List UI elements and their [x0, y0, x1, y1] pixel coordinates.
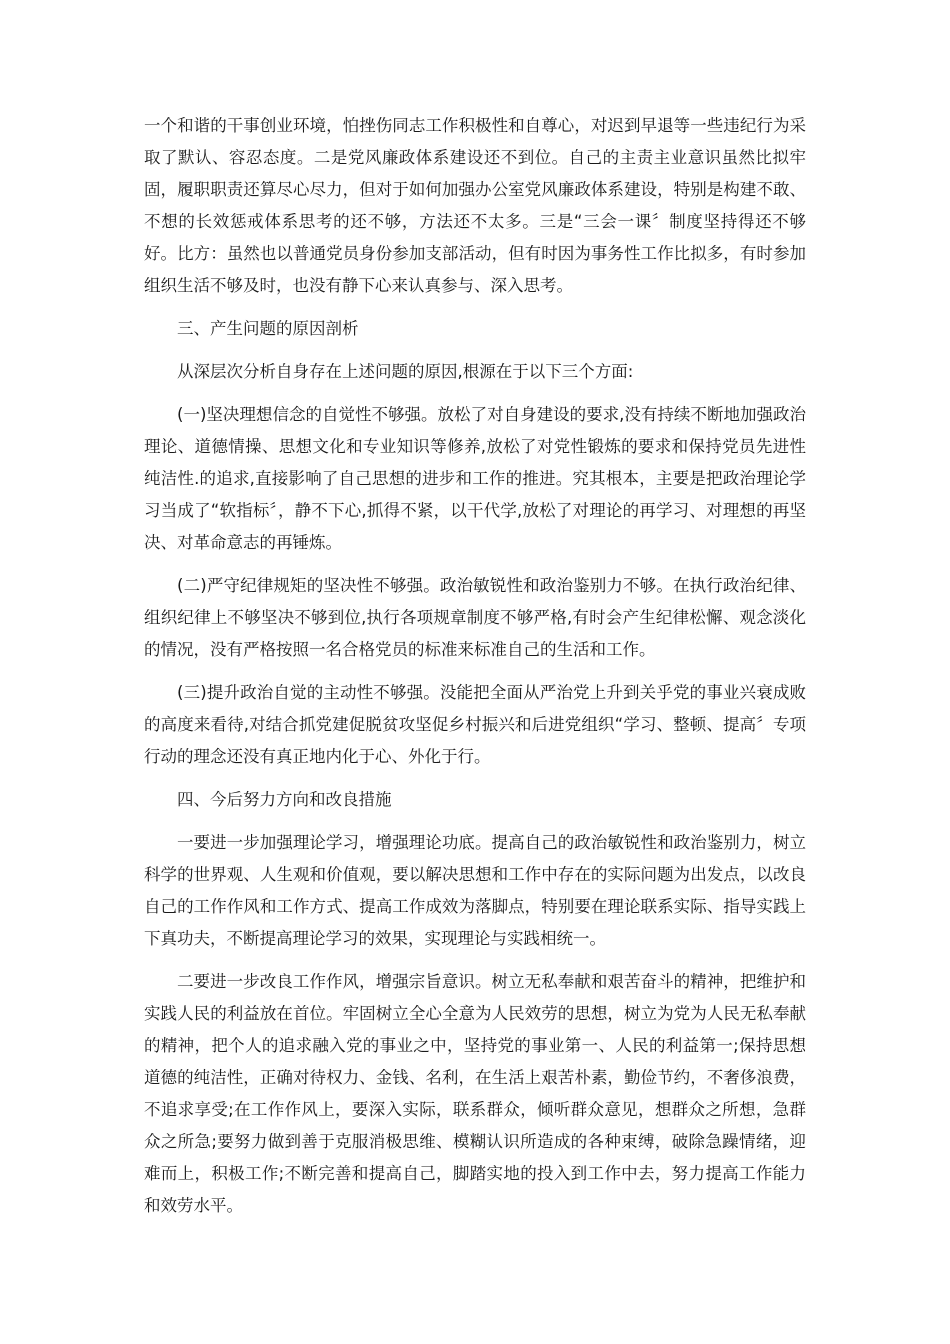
section-heading-measures: 四、今后努力方向和改良措施 — [177, 790, 392, 809]
paragraph-measure-1: 一要进一步加强理论学习，增强理论功底。提高自己的政治敏锐性和政治鉴别力，树立科学的世界观、人生观和价值观，要以解决思想和工作中存在的实际问题为出发点，以改良自己的工作作风和工作方式、提高工作成效为落脚点，特别要在理论联系实际、指导实践上下真功夫，不断提高理论学习的效果，实现理论与实践相统一。 — [144, 833, 806, 948]
document-body — [144, 110, 806, 1222]
paragraph-continued-issues: 一个和谐的干事创业环境，怕挫伤同志工作积极性和自尊心，对迟到早退等一些违纪行为采取了默认、容忍态度。二是党风廉政体系建设还不到位。自己的主责主业意识虽然比拟牢固，履职职责还算尽心尽力，但对于如何加强办公室党风廉政体系建设，特别是构建不敢、不想的长效惩戒体系思考的还不够，方法还不太多。三是“三会一课〞制度坚持得还不够好。比方：虽然也以普通党员身份参加支部活动，但有时因为事务性工作比拟多，有时参加组织生活不够及时，也没有静下心来认真参与、深入思考。 — [144, 116, 806, 295]
section-heading-causes: 三、产生问题的原因剖析 — [177, 319, 359, 338]
paragraph-cause-3: (三)提升政治自觉的主动性不够强。没能把全面从严治党上升到关乎党的事业兴衰成败的高度来看待,对结合抓党建促脱贫攻坚促乡村振兴和后进党组织“学习、整顿、提高〞专项行动的理念还没有真正地内化于心、外化于行。 — [144, 683, 806, 766]
paragraph-cause-2: (二)严守纪律规矩的坚决性不够强。政治敏锐性和政治鉴别力不够。在执行政治纪律、组织纪律上不够坚决不够到位,执行各项规章制度不够严格,有时会产生纪律松懈、观念淡化的情况，没有严格按照一名合格党员的标准来标准自己的生活和工作。 — [144, 576, 806, 659]
paragraph-cause-1: (一)坚决理想信念的自觉性不够强。放松了对自身建设的要求,没有持续不断地加强政治理论、道德情操、思想文化和专业知识等修养,放松了对党性锻炼的要求和保持党员先进性纯洁性.的追求,直接影响了自己思想的进步和工作的推进。究其根本，主要是把政治理论学习当成了“软指标〞，静不下心,抓得不紧，以干代学,放松了对理论的再学习、对理想的再坚决、对革命意志的再锤炼。 — [144, 405, 806, 552]
paragraph-causes-intro: 从深层次分析自身存在上述问题的原因,根源在于以下三个方面: — [177, 362, 634, 381]
paragraph-measure-2: 二要进一步改良工作作风，增强宗旨意识。树立无私奉献和艰苦奋斗的精神，把维护和实践人民的利益放在首位。牢固树立全心全意为人民效劳的思想，树立为党为人民无私奉献的精神，把个人的追求融入党的事业之中，坚持党的事业第一、人民的利益第一;保持思想道德的纯洁性，正确对待权力、金钱、名利，在生活上艰苦朴素，勤俭节约，不奢侈浪费，不追求享受;在工作作风上，要深入实际，联系群众，倾听群众意见，想群众之所想，急群众之所急;要努力做到善于克服消极思维、模糊认识所造成的各种束缚，破除急躁情绪，迎难而上，积极工作;不断完善和提高自己，脚踏实地的投入到工作中去，努力提高工作能力和效劳水平。 — [144, 972, 806, 1215]
